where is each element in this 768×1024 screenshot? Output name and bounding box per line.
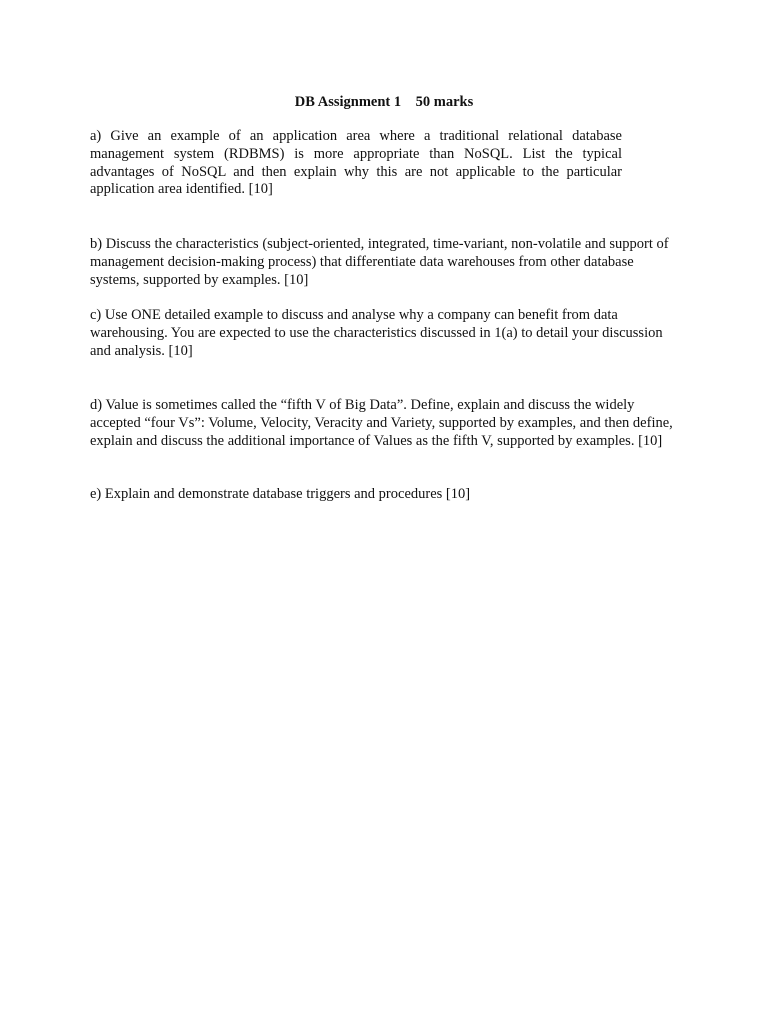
question-a: a) Give an example of an application area where a traditional relational database management system (RDBMS) is more appropriate than NoSQL. List the typical advantages of NoSQL and then explain why this are not applicable to the particular application area identified. [10] [90,128,622,198]
question-c: c) Use ONE detailed example to discuss and analyse why a company can benefit from data warehousing. You are expected to use the characteristics discussed in 1(a) to detail your discussion and analysis. [10] [90,307,663,359]
question-b: b) Discuss the characteristics (subject-oriented, integrated, time-variant, non-volatile and support of management decision-making process) that differentiate data warehouses from other database systems, supported by examples. [10] [90,236,669,288]
question-e: e) Explain and demonstrate database triggers and procedures [10] [90,486,471,502]
assignment-title: DB Assignment 1 50 marks [294,94,474,110]
question-d: d) Value is sometimes called the “fifth V of Big Data”. Define, explain and discuss the widely accepted “four Vs”: Volume, Velocity, Veracity and Variety, supported by examples, and then define, explain and discuss the additional importance of Values as the fifth V, supported by examples. [10] [90,397,673,449]
